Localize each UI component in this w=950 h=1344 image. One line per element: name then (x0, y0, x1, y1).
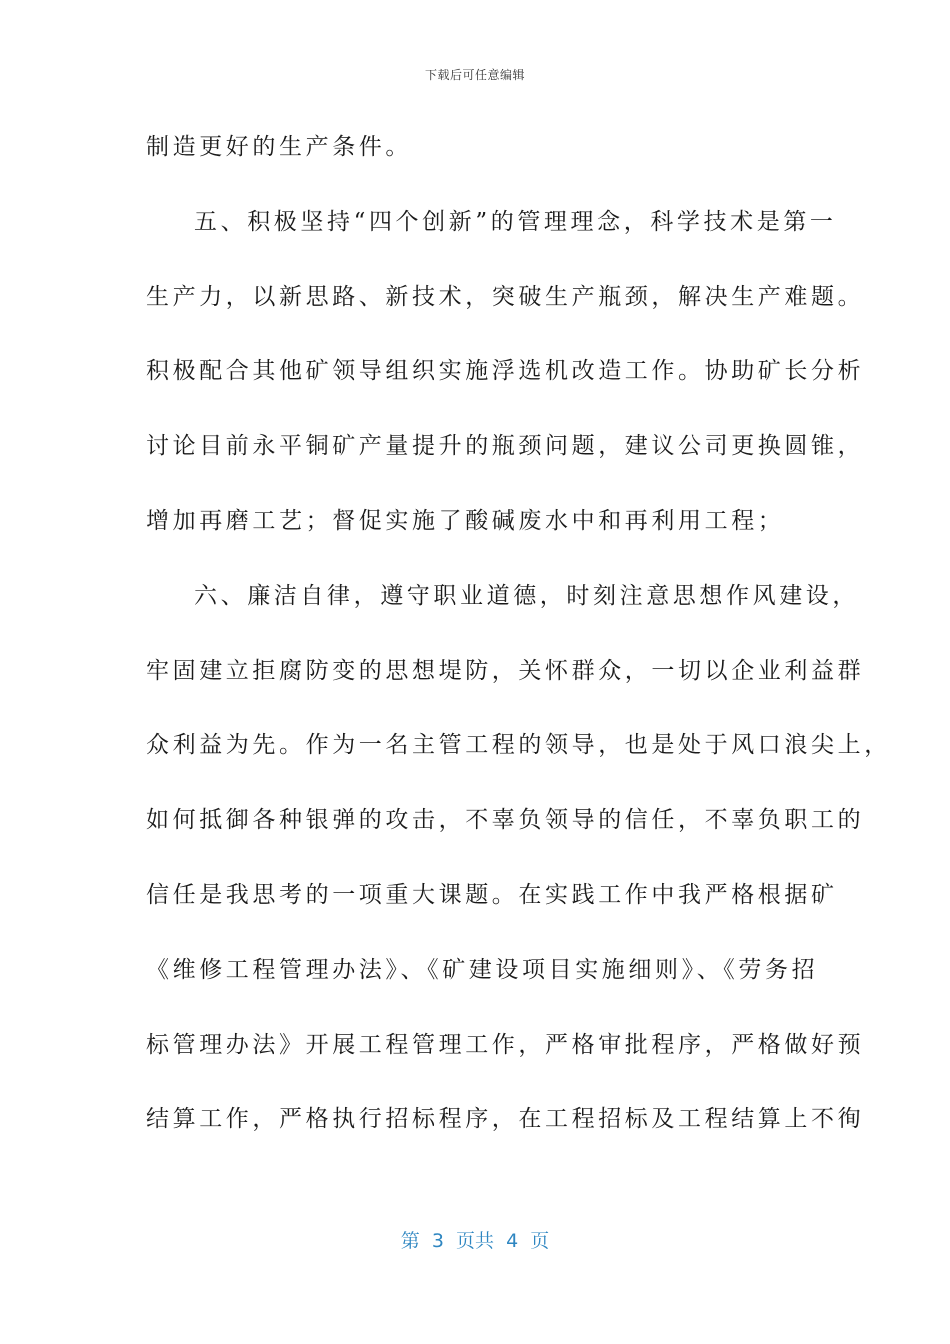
text-line: 结算工作，严格执行招标程序，在工程招标及工程结算上不徇 (146, 1106, 865, 1133)
text-line: 六、廉洁自律，遵守职业道德，时刻注意思想作风建设， (194, 582, 859, 609)
text-line: 牢固建立拒腐防变的思想堤防，关怀群众，一切以企业利益群 (146, 657, 865, 684)
text-line: 制造更好的生产条件。 (146, 134, 412, 160)
text-line: 生产力，以新思路、新技术，突破生产瓶颈，解决生产难题。 (146, 283, 865, 310)
page-footer: 第 3 页共 4 页 (400, 1230, 550, 1252)
text-line: 众利益为先。作为一名主管工程的领导，也是处于风口浪尖上， (146, 732, 891, 759)
text-line: 标管理办法》开展工程管理工作，严格审批程序，严格做好预 (146, 1031, 865, 1058)
text-line: 《维修工程管理办法》、《矿建设项目实施细则》、《劳务招 (146, 956, 819, 983)
text-line: 增加再磨工艺；督促实施了酸碱废水中和再利用工程； (146, 507, 785, 534)
text-line: 信任是我思考的一项重大课题。在实践工作中我严格根据矿 (146, 881, 838, 908)
text-line: 如何抵御各种银弹的攻击，不辜负领导的信任，不辜负职工的 (146, 807, 865, 834)
text-line: 讨论目前永平铜矿产量提升的瓶颈问题，建议公司更换圆锥， (146, 433, 865, 460)
document-body (146, 123, 891, 1170)
text-line: 五、积极坚持“四个创新”的管理理念，科学技术是第一 (194, 208, 837, 235)
text-line: 积极配合其他矿领导组织实施浮选机改造工作。协助矿长分析 (146, 358, 865, 385)
page-header: 下载后可任意编辑 (424, 68, 525, 82)
